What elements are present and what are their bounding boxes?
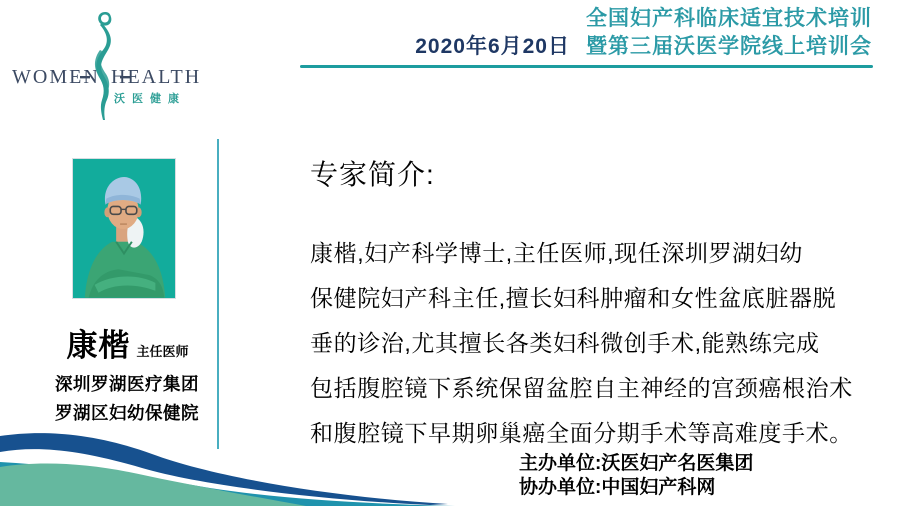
logo-subtitle-cn: 沃医健康 <box>114 93 186 105</box>
bio-line: 康楷,妇产科学博士,主任医师,现任深圳罗湖妇幼 <box>310 240 803 266</box>
bio-line: 保健院妇产科主任,擅长妇科肿瘤和女性盆底脏器脱 <box>310 285 837 311</box>
host-organizer-line <box>519 452 753 476</box>
event-date: 2020年6月20日 <box>415 35 570 58</box>
bio-line: 包括腹腔镜下系统保留盆腔自主神经的宫颈癌根治术 <box>310 375 853 401</box>
expert-job-title: 主任医师 <box>136 344 189 359</box>
event-title-line2-text: 暨第三届沃医学院线上培训会 <box>586 35 872 58</box>
co-label: 协办单位: <box>519 477 602 498</box>
vertical-divider-line <box>217 139 219 449</box>
expert-affiliation <box>22 370 232 428</box>
co-name: 中国妇产科网 <box>601 477 716 498</box>
expert-bio <box>310 231 888 456</box>
affiliation-line2: 罗湖区妇幼保健院 <box>55 403 199 423</box>
host-name: 沃医妇产名医集团 <box>601 453 754 474</box>
header-divider-line <box>300 65 873 68</box>
bio-line: 和腹腔镜下早期卵巢癌全面分期手术等高难度手术。 <box>310 420 853 446</box>
logo <box>8 4 223 122</box>
expert-name-row <box>30 320 225 365</box>
co-organizer-line <box>519 476 753 500</box>
logo-word-women: WOMEN <box>12 66 100 88</box>
host-label: 主办单位: <box>519 453 602 474</box>
event-header <box>415 5 872 61</box>
bio-line: 垂的诊治,尤其擅长各类妇科微创手术,能熟练完成 <box>310 330 820 356</box>
logo-word-health: HEALTH <box>111 66 202 88</box>
doctor-portrait-illustration <box>73 159 175 298</box>
event-title-line2 <box>415 33 872 61</box>
expert-name: 康楷 <box>66 328 131 363</box>
section-heading: 专家简介: <box>310 159 435 190</box>
expert-photo <box>72 158 176 299</box>
wave-decoration <box>0 430 470 506</box>
event-title-line1: 全国妇产科临床适宜技术培训 <box>586 7 872 30</box>
organizers <box>519 452 753 500</box>
affiliation-line1: 深圳罗湖医疗集团 <box>55 374 199 394</box>
